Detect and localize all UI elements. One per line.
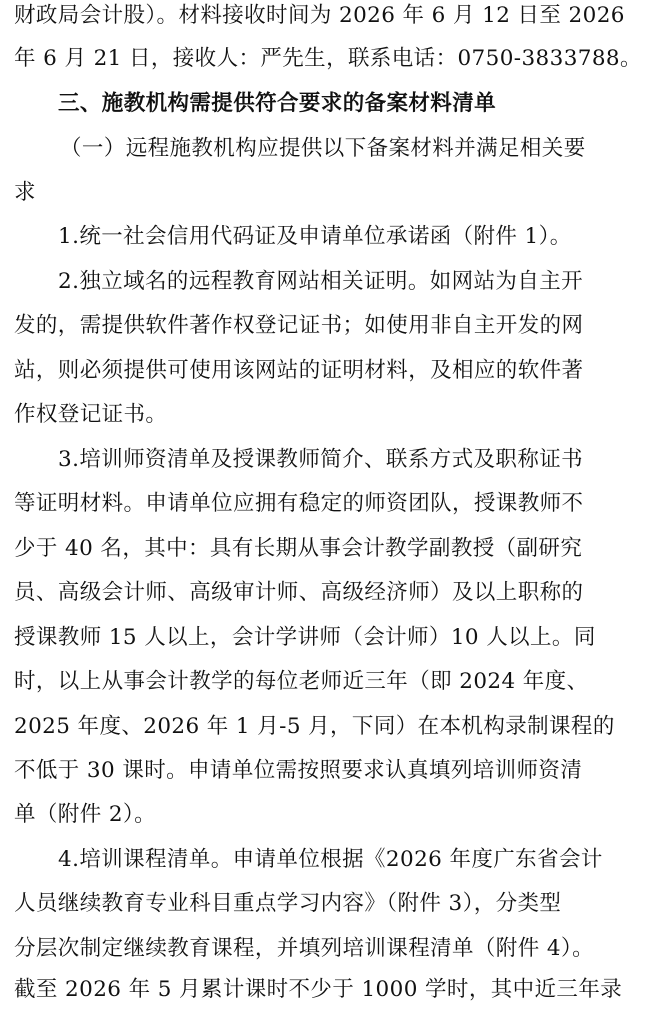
paragraph-line: 求 — [14, 180, 36, 205]
paragraph-line: 不低于 30 课时。申请单位需按照要求认真填列培训师资清 — [14, 758, 583, 783]
section-heading: 三、施教机构需提供符合要求的备案材料清单 — [58, 91, 497, 116]
paragraph-line: 站，则必须提供可使用该网站的证明材料，及相应的软件著 — [14, 358, 584, 383]
list-item-line: 3.培训师资清单及授课教师简介、联系方式及职称证书 — [58, 447, 584, 472]
paragraph-line: 截至 2026 年 5 月累计课时不少于 1000 学时，其中近三年录 — [14, 977, 623, 1002]
paragraph-line: 等证明材料。申请单位应拥有稳定的师资团队，授课教师不 — [14, 491, 584, 516]
paragraph-line: 财政局会计股）。材料接收时间为 2026 年 6 月 12 日至 2026 — [14, 3, 625, 28]
list-item-line: 1.统一社会信用代码证及申请单位承诺函（附件 1）。 — [58, 224, 572, 249]
paragraph-line: 分层次制定继续教育课程，并填列培训课程清单（附件 4）。 — [14, 936, 594, 961]
list-item-line: 2.独立域名的远程教育网站相关证明。如网站为自主开 — [58, 269, 584, 294]
paragraph-line: 年 6 月 21 日，接收人：严先生，联系电话：0750-3833788。 — [14, 46, 642, 71]
paragraph-line: 2025 年度、2026 年 1 月-5 月，下同）在本机构录制课程的 — [14, 714, 615, 739]
list-item-line: 4.培训课程清单。申请单位根据《2026 年度广东省会计 — [58, 847, 603, 872]
paragraph-line: 人员继续教育专业科目重点学习内容》（附件 3），分类型 — [14, 891, 562, 916]
paragraph-line: 少于 40 名，其中：具有长期从事会计教学副教授（副研究 — [14, 536, 583, 561]
paragraph-line: 时，以上从事会计教学的每位老师近三年（即 2024 年度、 — [14, 669, 589, 694]
subsection-heading: （一）远程施教机构应提供以下备案材料并满足相关要 — [60, 136, 586, 161]
paragraph-line: 授课教师 15 人以上，会计学讲师（会计师）10 人以上。同 — [14, 625, 596, 650]
paragraph-line: 作权登记证书。 — [14, 402, 168, 427]
paragraph-line: 发的，需提供软件著作权登记证书；如使用非自主开发的网 — [14, 313, 584, 338]
paragraph-line: 员、高级会计师、高级审计师、高级经济师）及以上职称的 — [14, 580, 584, 605]
paragraph-line: 单（附件 2）。 — [14, 802, 156, 827]
